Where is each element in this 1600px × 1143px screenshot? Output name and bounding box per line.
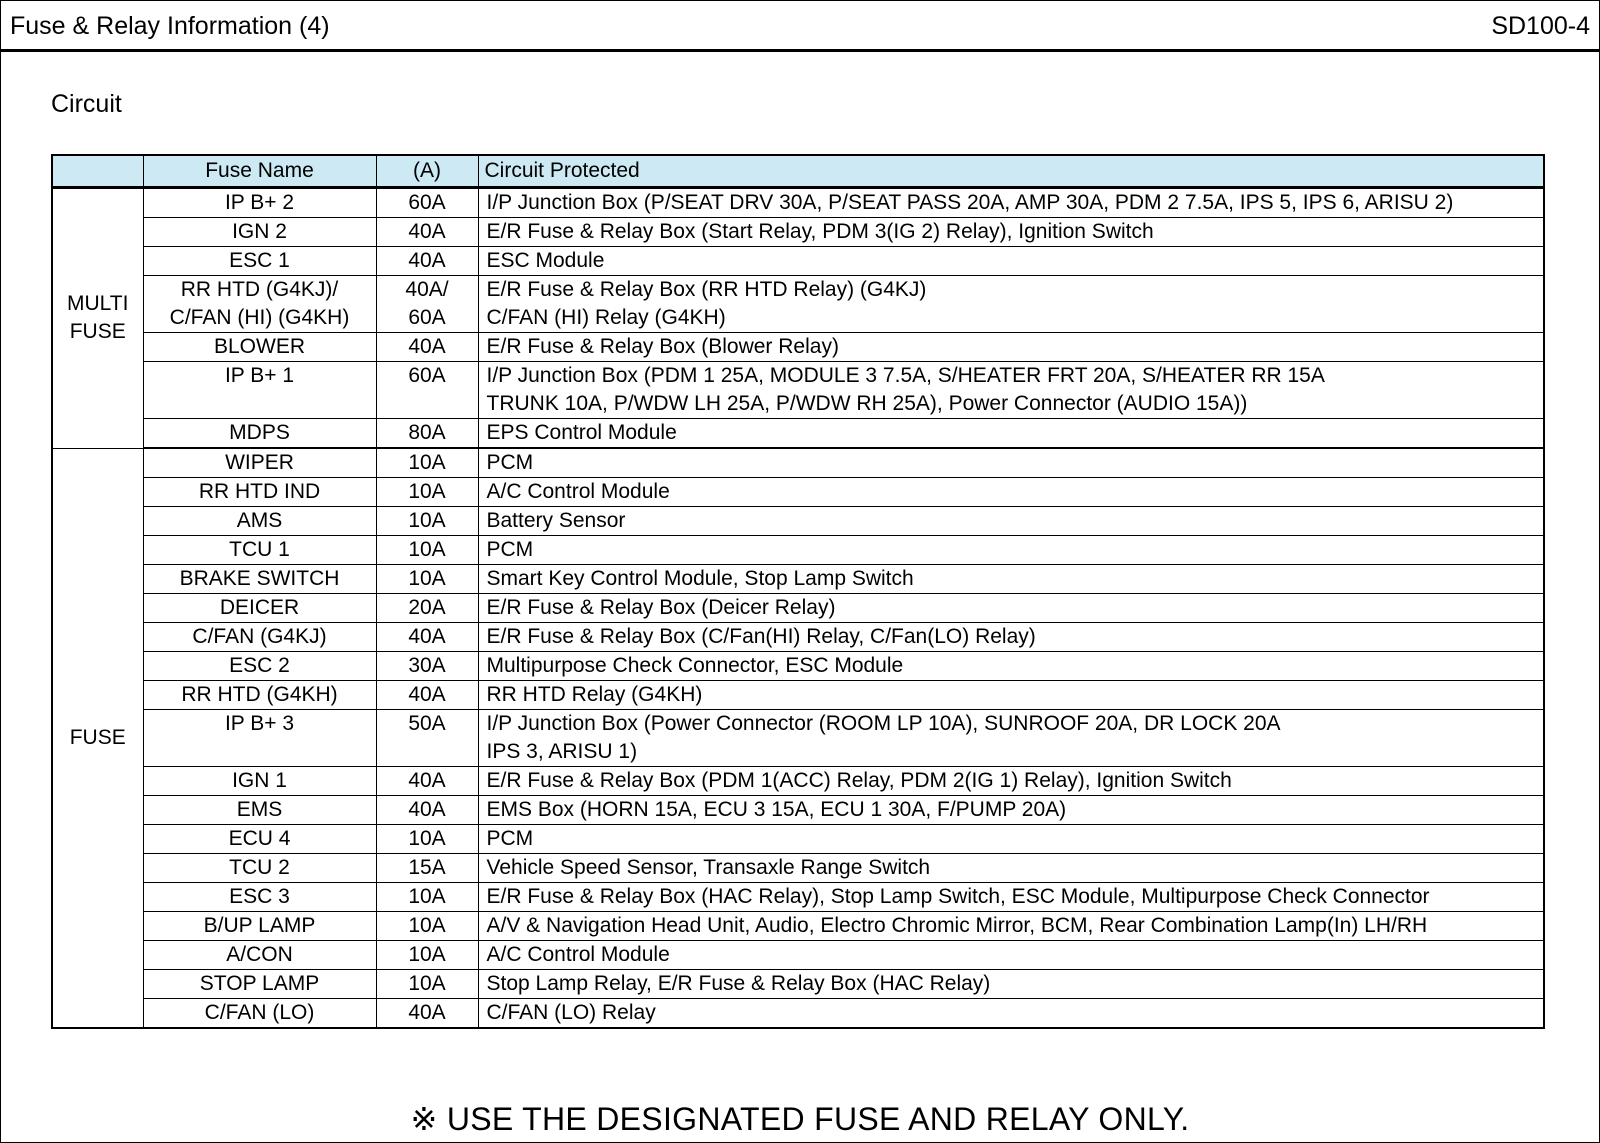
circuit-protected-cell: [478, 710, 1544, 767]
fuse-name-line: C/FAN (LO): [204, 1001, 315, 1024]
amperage-line: 10A: [408, 451, 446, 474]
circuit-protected-cell: [478, 333, 1544, 362]
group-label-line: FUSE: [69, 725, 126, 749]
fuse-name-line: IP B+ 2: [224, 191, 295, 214]
amperage-line: 40A: [408, 335, 446, 358]
amperage-line: 30A: [408, 654, 446, 677]
fuse-name-cell: [143, 652, 376, 681]
table-row: [52, 448, 1544, 478]
table-row: [52, 681, 1544, 710]
circuit-line: PCM: [486, 538, 534, 561]
fuse-name-line: MDPS: [229, 421, 290, 444]
circuit-protected-cell: [478, 218, 1544, 247]
fuse-table-body: [52, 188, 1544, 1029]
column-header-circuit-protected: Circuit Protected: [478, 155, 1544, 188]
group-label-line: FUSE: [69, 320, 126, 344]
circuit-line: Stop Lamp Relay, E/R Fuse & Relay Box (HAC Relay): [486, 972, 991, 995]
fuse-name-line: DEICER: [219, 596, 300, 619]
fuse-name-cell: [143, 912, 376, 941]
amperage-cell: [376, 623, 478, 652]
group-label: [52, 448, 143, 1028]
circuit-protected-cell: [478, 883, 1544, 912]
fuse-name-line: A/CON: [226, 943, 293, 966]
table-row: [52, 536, 1544, 565]
amperage-cell: [376, 825, 478, 854]
group-label-line: MULTI: [67, 292, 129, 316]
fuse-name-cell: [143, 970, 376, 999]
circuit-line: E/R Fuse & Relay Box (PDM 1(ACC) Relay, PDM 2(IG 1) Relay), Ignition Switch: [486, 769, 1232, 792]
amperage-cell: [376, 594, 478, 623]
amperage-line: 40A: [408, 625, 446, 648]
table-row: [52, 478, 1544, 507]
table-row: [52, 941, 1544, 970]
section-title: Circuit: [51, 90, 122, 118]
amperage-cell: [376, 999, 478, 1029]
fuse-name-cell: [143, 448, 376, 478]
amperage-line: 10A: [408, 943, 446, 966]
table-row: [52, 594, 1544, 623]
fuse-name-line: AMS: [236, 509, 283, 532]
circuit-protected-cell: [478, 419, 1544, 449]
table-row: [52, 912, 1544, 941]
fuse-name-line: TCU 2: [229, 856, 290, 879]
table-row: [52, 854, 1544, 883]
circuit-line: RR HTD Relay (G4KH): [486, 683, 703, 706]
fuse-name-line: IP B+ 3: [224, 712, 295, 735]
fuse-name-cell: [143, 276, 376, 333]
fuse-name-line: B/UP LAMP: [203, 914, 316, 937]
circuit-line: EPS Control Module: [486, 421, 677, 444]
amperage-line: [383, 738, 472, 766]
circuit-protected-cell: [478, 448, 1544, 478]
table-row: [52, 970, 1544, 999]
circuit-line: E/R Fuse & Relay Box (Start Relay, PDM 3(IG 2) Relay), Ignition Switch: [486, 220, 1154, 243]
circuit-protected-cell: [478, 825, 1544, 854]
circuit-protected-cell: [478, 912, 1544, 941]
circuit-protected-cell: [478, 623, 1544, 652]
fuse-name-line: IGN 2: [232, 220, 287, 243]
circuit-protected-cell: [478, 507, 1544, 536]
fuse-name-cell: [143, 854, 376, 883]
circuit-line: A/C Control Module: [486, 943, 670, 966]
fuse-name-cell: [143, 362, 376, 419]
fuse-name-line: ESC 2: [229, 654, 290, 677]
circuit-protected-cell: [478, 478, 1544, 507]
amperage-line: 20A: [408, 596, 446, 619]
amperage-line: 40A: [408, 683, 446, 706]
amperage-line: 40A: [408, 798, 446, 821]
fuse-name-cell: [143, 941, 376, 970]
table-row: [52, 362, 1544, 419]
table-row: [52, 623, 1544, 652]
circuit-protected-cell: [478, 652, 1544, 681]
amperage-cell: [376, 419, 478, 449]
circuit-line: C/FAN (LO) Relay: [486, 1001, 656, 1024]
table-row: [52, 883, 1544, 912]
fuse-name-cell: [143, 188, 376, 218]
circuit-protected-cell: [478, 565, 1544, 594]
circuit-protected-cell: [478, 767, 1544, 796]
amperage-line: 10A: [408, 567, 446, 590]
circuit-protected-cell: [478, 276, 1544, 333]
amperage-line: 60A: [408, 306, 446, 329]
fuse-name-line: RR HTD IND: [198, 480, 321, 503]
table-row: [52, 276, 1544, 333]
fuse-name-line: IP B+ 1: [224, 364, 295, 387]
fuse-name-cell: [143, 681, 376, 710]
fuse-name-cell: [143, 247, 376, 276]
amperage-cell: [376, 970, 478, 999]
circuit-line: PCM: [486, 827, 534, 850]
fuse-name-cell: [143, 623, 376, 652]
circuit-line: IPS 3, ARISU 1): [486, 740, 638, 763]
group-label: [52, 188, 143, 449]
circuit-line: E/R Fuse & Relay Box (RR HTD Relay) (G4KJ): [486, 278, 927, 301]
circuit-line: I/P Junction Box (P/SEAT DRV 30A, P/SEAT PASS 20A, AMP 30A, PDM 2 7.5A, IPS 5, IPS 6, ARISU 2): [486, 191, 1454, 214]
fuse-name-cell: [143, 478, 376, 507]
fuse-name-line: STOP LAMP: [199, 972, 320, 995]
fuse-name-cell: [143, 333, 376, 362]
amperage-cell: [376, 507, 478, 536]
amperage-cell: [376, 536, 478, 565]
amperage-cell: [376, 188, 478, 218]
circuit-line: EMS Box (HORN 15A, ECU 3 15A, ECU 1 30A, F/PUMP 20A): [486, 798, 1067, 821]
circuit-protected-cell: [478, 854, 1544, 883]
amperage-cell: [376, 362, 478, 419]
amperage-cell: [376, 333, 478, 362]
circuit-protected-cell: [478, 999, 1544, 1029]
amperage-cell: [376, 276, 478, 333]
table-row: [52, 218, 1544, 247]
fuse-name-line: ESC 3: [229, 885, 290, 908]
table-header-row: [52, 155, 1544, 188]
amperage-line: 10A: [408, 509, 446, 532]
table-row: [52, 825, 1544, 854]
amperage-cell: [376, 854, 478, 883]
page-code: SD100-4: [1491, 12, 1590, 40]
amperage-line: 40A/: [405, 278, 449, 301]
amperage-cell: [376, 247, 478, 276]
amperage-cell: [376, 767, 478, 796]
amperage-line: 40A: [408, 769, 446, 792]
amperage-line: 80A: [408, 421, 446, 444]
circuit-protected-cell: [478, 796, 1544, 825]
amperage-cell: [376, 883, 478, 912]
amperage-line: 40A: [408, 249, 446, 272]
circuit-line: Smart Key Control Module, Stop Lamp Switch: [486, 567, 914, 590]
circuit-protected-cell: [478, 681, 1544, 710]
fuse-name-line: RR HTD (G4KJ)/: [180, 278, 339, 301]
fuse-name-line: BLOWER: [213, 335, 305, 358]
table-row: [52, 999, 1544, 1029]
column-header-amperage: (A): [376, 155, 478, 188]
column-header-group: [52, 155, 143, 188]
fuse-name-cell: [143, 536, 376, 565]
circuit-line: Battery Sensor: [486, 509, 626, 532]
fuse-name-cell: [143, 767, 376, 796]
fuse-name-line: ESC 1: [229, 249, 290, 272]
column-header-fuse-name: Fuse Name: [143, 155, 376, 188]
amperage-line: 40A: [408, 220, 446, 243]
amperage-line: 60A: [408, 191, 446, 214]
circuit-line: ESC Module: [486, 249, 605, 272]
table-row: [52, 333, 1544, 362]
fuse-name-cell: [143, 507, 376, 536]
table-row: [52, 652, 1544, 681]
circuit-line: I/P Junction Box (Power Connector (ROOM LP 10A), SUNROOF 20A, DR LOCK 20A: [486, 712, 1281, 735]
fuse-name-line: TCU 1: [229, 538, 290, 561]
table-row: [52, 767, 1544, 796]
fuse-name-cell: [143, 710, 376, 767]
page-title: Fuse & Relay Information (4): [10, 12, 330, 40]
circuit-line: E/R Fuse & Relay Box (Blower Relay): [486, 335, 839, 358]
circuit-line: PCM: [486, 451, 534, 474]
circuit-line: E/R Fuse & Relay Box (C/Fan(HI) Relay, C/Fan(LO) Relay): [486, 625, 1036, 648]
amperage-cell: [376, 710, 478, 767]
circuit-protected-cell: [478, 594, 1544, 623]
circuit-line: I/P Junction Box (PDM 1 25A, MODULE 3 7.5A, S/HEATER FRT 20A, S/HEATER RR 15A: [486, 364, 1325, 387]
table-row: [52, 247, 1544, 276]
table-row: [52, 565, 1544, 594]
circuit-line: TRUNK 10A, P/WDW LH 25A, P/WDW RH 25A), Power Connector (AUDIO 15A)): [486, 392, 1248, 415]
amperage-line: 15A: [408, 856, 446, 879]
footer-note: ※ USE THE DESIGNATED FUSE AND RELAY ONLY.: [410, 1101, 1190, 1137]
amperage-cell: [376, 681, 478, 710]
amperage-line: 60A: [408, 364, 446, 387]
circuit-line: Vehicle Speed Sensor, Transaxle Range Switch: [486, 856, 931, 879]
amperage-line: 10A: [408, 480, 446, 503]
table-row: [52, 188, 1544, 218]
circuit-line: A/C Control Module: [486, 480, 670, 503]
fuse-name-line: IGN 1: [232, 769, 287, 792]
amperage-line: 10A: [408, 972, 446, 995]
fuse-name-line: ECU 4: [228, 827, 291, 850]
circuit-protected-cell: [478, 536, 1544, 565]
page-header: [0, 0, 1600, 52]
amperage-line: 10A: [408, 885, 446, 908]
table-row: [52, 507, 1544, 536]
circuit-line: A/V & Navigation Head Unit, Audio, Electro Chromic Mirror, BCM, Rear Combination Lamp(In) LH/RH: [486, 914, 1428, 937]
fuse-name-cell: [143, 796, 376, 825]
amperage-cell: [376, 912, 478, 941]
amperage-cell: [376, 448, 478, 478]
table-row: [52, 710, 1544, 767]
circuit-protected-cell: [478, 188, 1544, 218]
fuse-name-line: C/FAN (G4KJ): [192, 625, 327, 648]
amperage-cell: [376, 565, 478, 594]
fuse-name-cell: [143, 999, 376, 1029]
fuse-name-line: EMS: [236, 798, 283, 821]
fuse-name-line: RR HTD (G4KH): [181, 683, 338, 706]
amperage-line: 40A: [408, 1001, 446, 1024]
circuit-line: E/R Fuse & Relay Box (HAC Relay), Stop Lamp Switch, ESC Module, Multipurpose Check Connector: [486, 885, 1430, 908]
circuit-line: Multipurpose Check Connector, ESC Module: [486, 654, 904, 677]
circuit-protected-cell: [478, 362, 1544, 419]
fuse-table: [51, 154, 1545, 1029]
amperage-line: 10A: [408, 914, 446, 937]
fuse-name-cell: [143, 565, 376, 594]
circuit-protected-cell: [478, 247, 1544, 276]
fuse-name-cell: [143, 594, 376, 623]
table-row: [52, 796, 1544, 825]
amperage-cell: [376, 941, 478, 970]
amperage-line: 10A: [408, 538, 446, 561]
amperage-cell: [376, 218, 478, 247]
fuse-name-line: BRAKE SWITCH: [179, 567, 340, 590]
amperage-line: 50A: [408, 712, 446, 735]
amperage-cell: [376, 796, 478, 825]
amperage-cell: [376, 652, 478, 681]
fuse-name-line: C/FAN (HI) (G4KH): [169, 306, 350, 329]
amperage-cell: [376, 478, 478, 507]
amperage-line: [383, 390, 472, 418]
fuse-name-cell: [143, 419, 376, 449]
fuse-name-line: WIPER: [225, 451, 294, 474]
fuse-name-line: [150, 390, 370, 418]
circuit-line: E/R Fuse & Relay Box (Deicer Relay): [486, 596, 836, 619]
circuit-protected-cell: [478, 941, 1544, 970]
fuse-name-line: [150, 738, 370, 766]
fuse-name-cell: [143, 825, 376, 854]
circuit-protected-cell: [478, 970, 1544, 999]
amperage-line: 10A: [408, 827, 446, 850]
fuse-name-cell: [143, 218, 376, 247]
circuit-line: C/FAN (HI) Relay (G4KH): [486, 306, 726, 329]
fuse-name-cell: [143, 883, 376, 912]
table-row: [52, 419, 1544, 449]
